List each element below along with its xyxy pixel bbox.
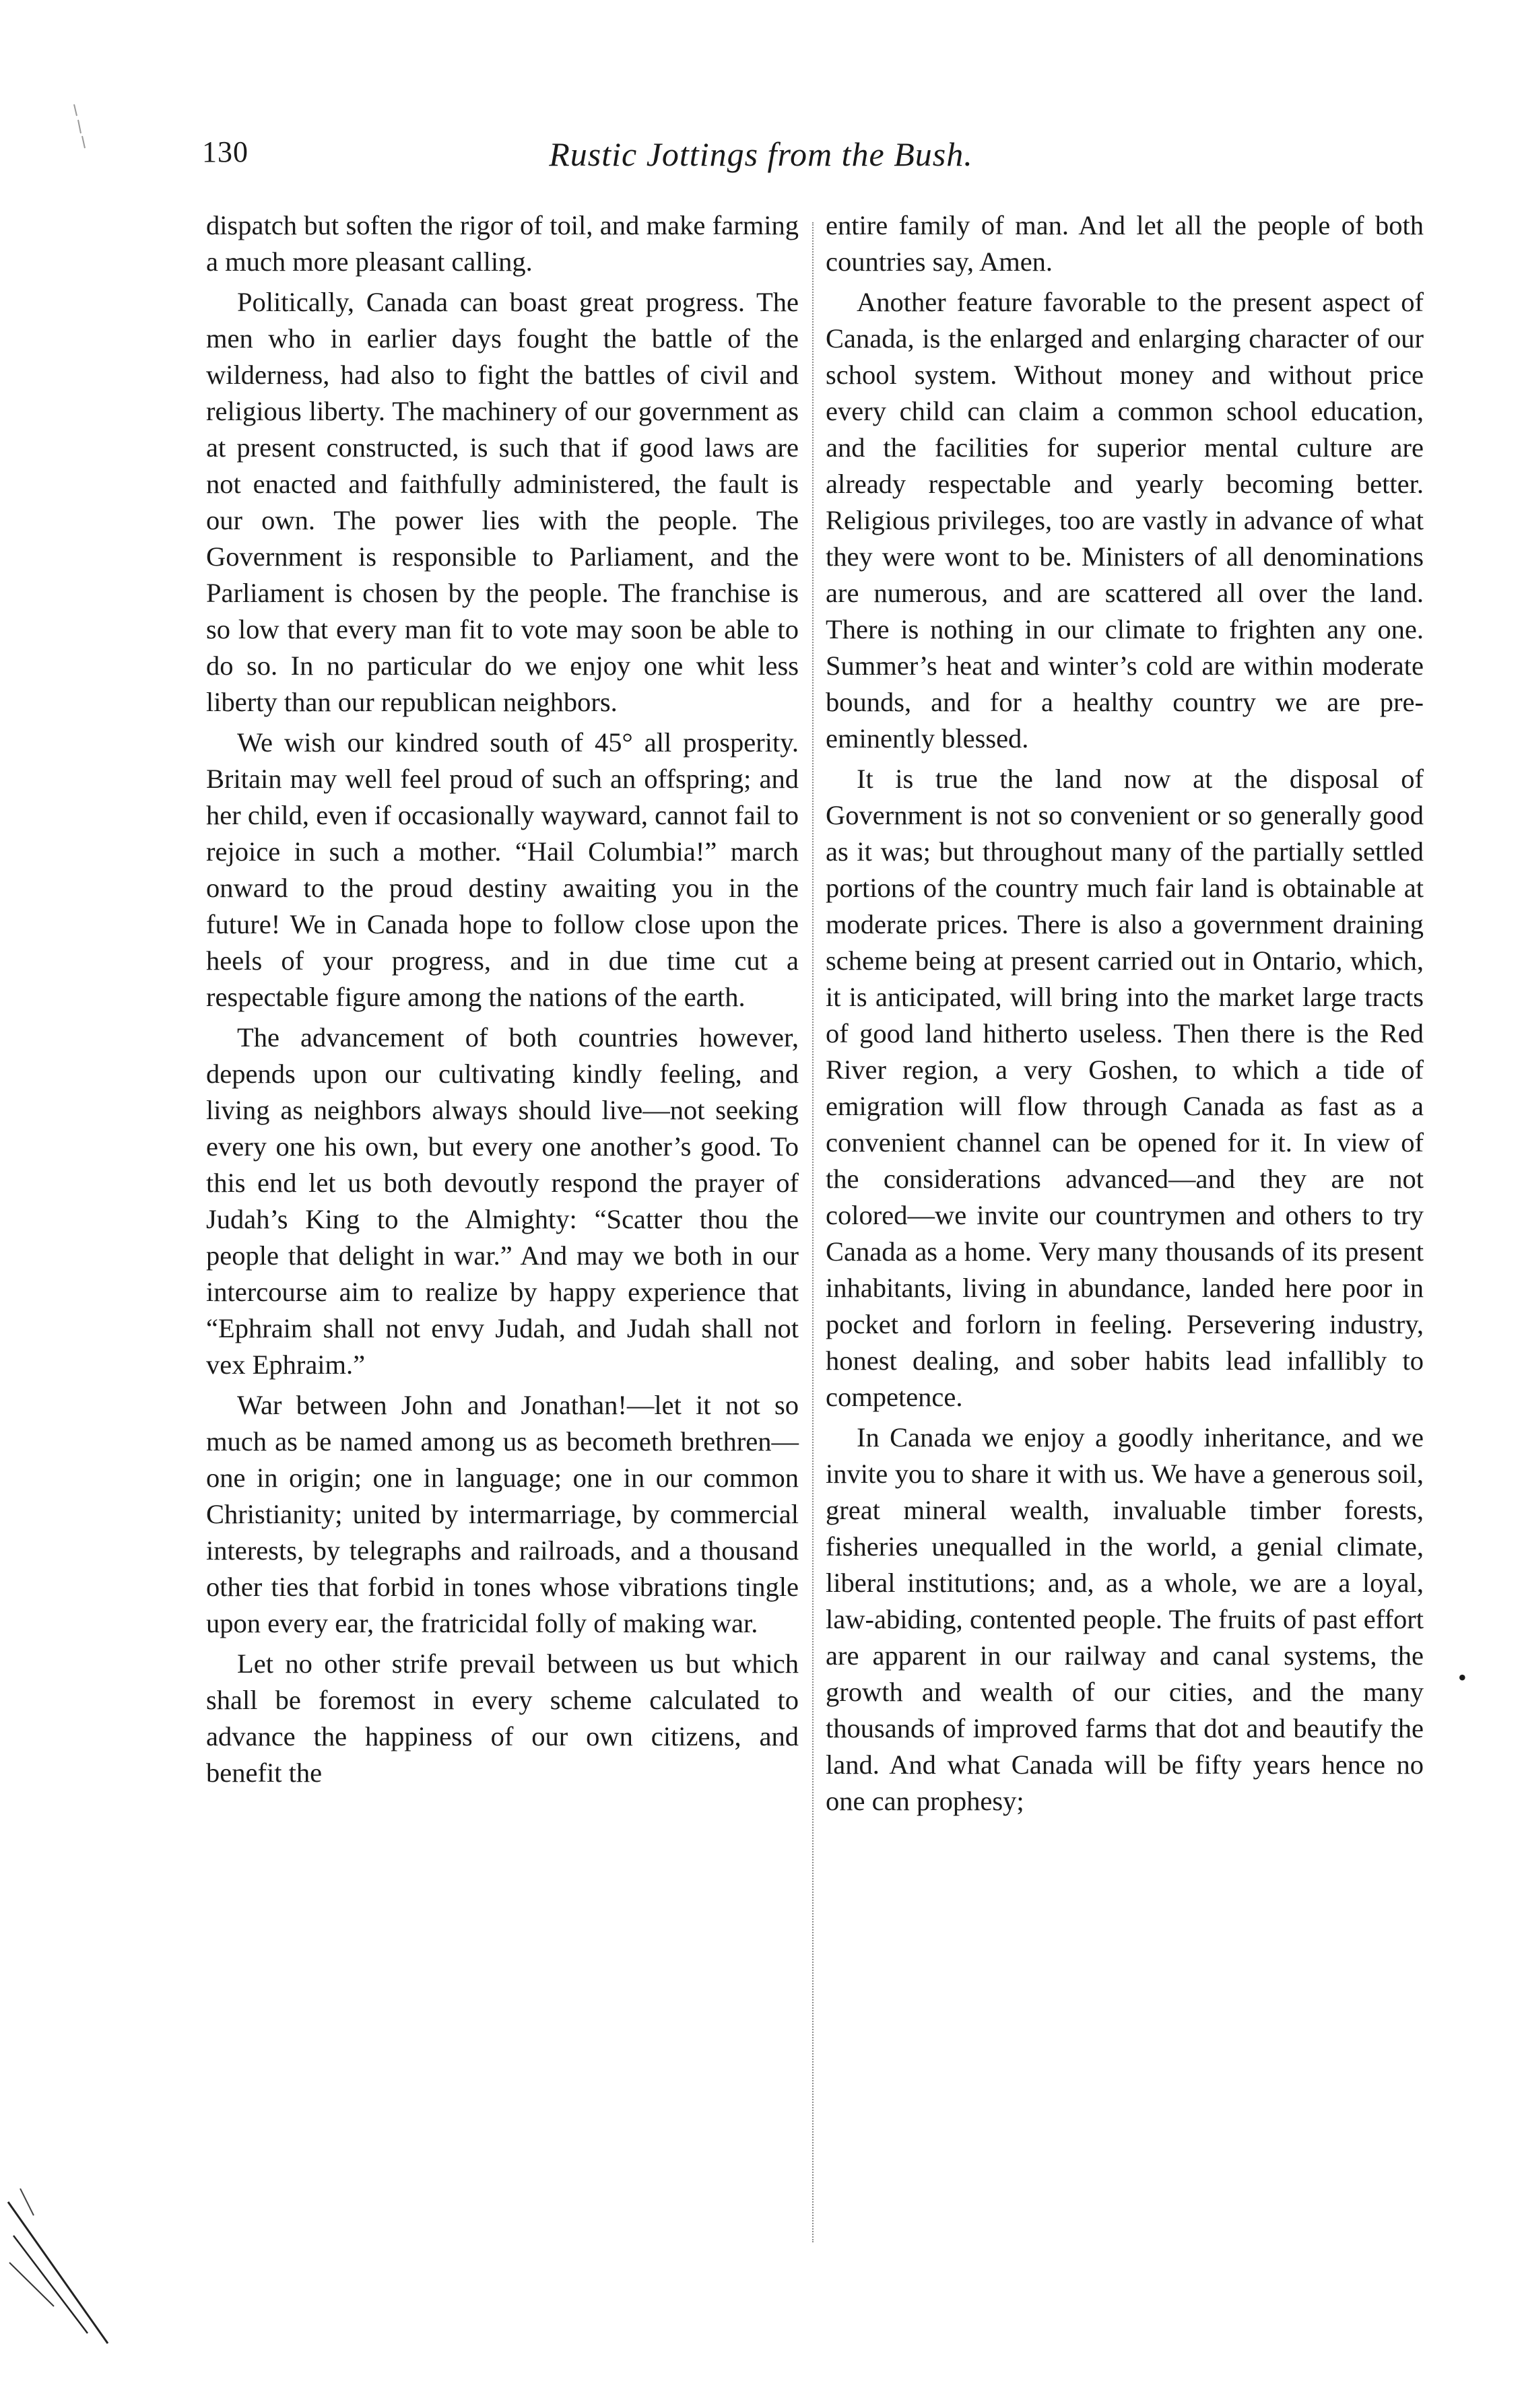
left-column [206, 207, 799, 1795]
running-title: Rustic Jottings from the Bush. [549, 135, 973, 173]
left-paragraph-1: dispatch but soften the rigor of toil, and make farming a much more pleasant calling. [206, 210, 799, 277]
right-paragraph-4: In Canada we enjoy a goodly inheritance, and we invite you to share it with us. We have a generous soil, great mineral wealth, invaluable timber forests, fisheries unequalled in the world, a genial climate, liberal institutions; and, as a whole, we are a loyal, law-abiding, contented people. The fruits of past effort are apparent in our railway and canal systems, the growth and wealth of our cities, and the many thousands of improved farms that dot and beautify the land. And what Canada will be fifty years hence no one can prophesy; [826, 1422, 1424, 1816]
margin-dot-mark: • [1458, 1664, 1467, 1691]
ink-speck-marks [67, 101, 94, 155]
right-paragraph-3: It is true the land now at the disposal of Government is not so convenient or so generally good as it was; but throughout many of the partially settled portions of the country much fair land is obtainable at moderate prices. There is also a government draining scheme being at present carried out in Ontario, which, it is anticipated, will bring into the market large tracts of good land hitherto useless. Then there is the Red River region, a very Goshen, to which a tide of emigration will flow through Canada as fast as a convenient channel can be opened for it. In view of the considerations advanced—and they are not colored—we invite our countrymen and others to try Canada as a home. Very many thousands of its present inhabitants, living in abundance, landed here poor in pocket and forlorn in feeling. Persevering industry, honest dealing, and sober habits lead infallibly to competence. [826, 764, 1424, 1412]
right-paragraph-1: entire family of man. And let all the people of both countries say, Amen. [826, 210, 1424, 277]
right-paragraph-2: Another feature favorable to the present aspect of Canada, is the enlarged and enlarging character of our school system. Without money and without price every child can claim a common school education, and the facilities for superior mental culture are already respectable and yearly becoming better. Religious privileges, too are vastly in advance of what they were wont to be. Ministers of all denominations are numerous, and are scattered all over the land. There is nothing in our climate to frighten any one. Summer’s heat and winter’s cold are within moderate bounds, and for a healthy country we are pre-eminently blessed. [826, 287, 1424, 754]
left-paragraph-5: War between John and Jonathan!—let it not so much as be named among us as becometh brethren—one in origin; one in language; one in our common Christianity; united by intermarriage, by commercial interests, by telegraphs and railroads, and a thousand other ties that forbid in tones whose vibrations tingle upon every ear, the fratricidal folly of making war. [206, 1390, 799, 1638]
left-paragraph-6: Let no other strife prevail between us but which shall be foremost in every scheme calculated to advance the happiness of our own citizens, and benefit the [206, 1648, 799, 1788]
column-gutter-rule [812, 222, 814, 2242]
left-paragraph-2: Politically, Canada can boast great progress. The men who in earlier days fought the battle of the wilderness, had also to fight the battles of civil and religious liberty. The machinery of our government as at present constructed, is such that if good laws are not enacted and faithfully administered, the fault is our own. The power lies with the people. The Government is responsible to Parliament, and the Parliament is chosen by the people. The franchise is so low that every man fit to vote may soon be able to do so. In no particular do we enjoy one whit less liberty than our republican neighbors. [206, 287, 799, 717]
left-paragraph-4: The advancement of both countries however, depends upon our cultivating kindly feeling, and living as neighbors always should live—not seeking every one his own, but every one another’s good. To this end let us both devoutly respond the prayer of Judah’s King to the Almighty: “Scatter thou the people that delight in war.” And may we both in our intercourse aim to realize by happy experience that “Ephraim shall not envy Judah, and Judah shall not vex Ephraim.” [206, 1022, 799, 1380]
right-column [826, 207, 1424, 1824]
left-paragraph-3: We wish our kindred south of 45° all prosperity. Britain may well feel proud of such an offspring; and her child, even if occasionally wayward, cannot fail to rejoice in such a mother. “Hail Columbia!” march onward to the proud destiny awaiting you in the future! We in Canada hope to follow close upon the heels of your progress, and in due time cut a respectable figure among the nations of the earth. [206, 727, 799, 1012]
page-number: 130 [202, 135, 249, 168]
corner-pen-strokes [7, 2188, 114, 2350]
